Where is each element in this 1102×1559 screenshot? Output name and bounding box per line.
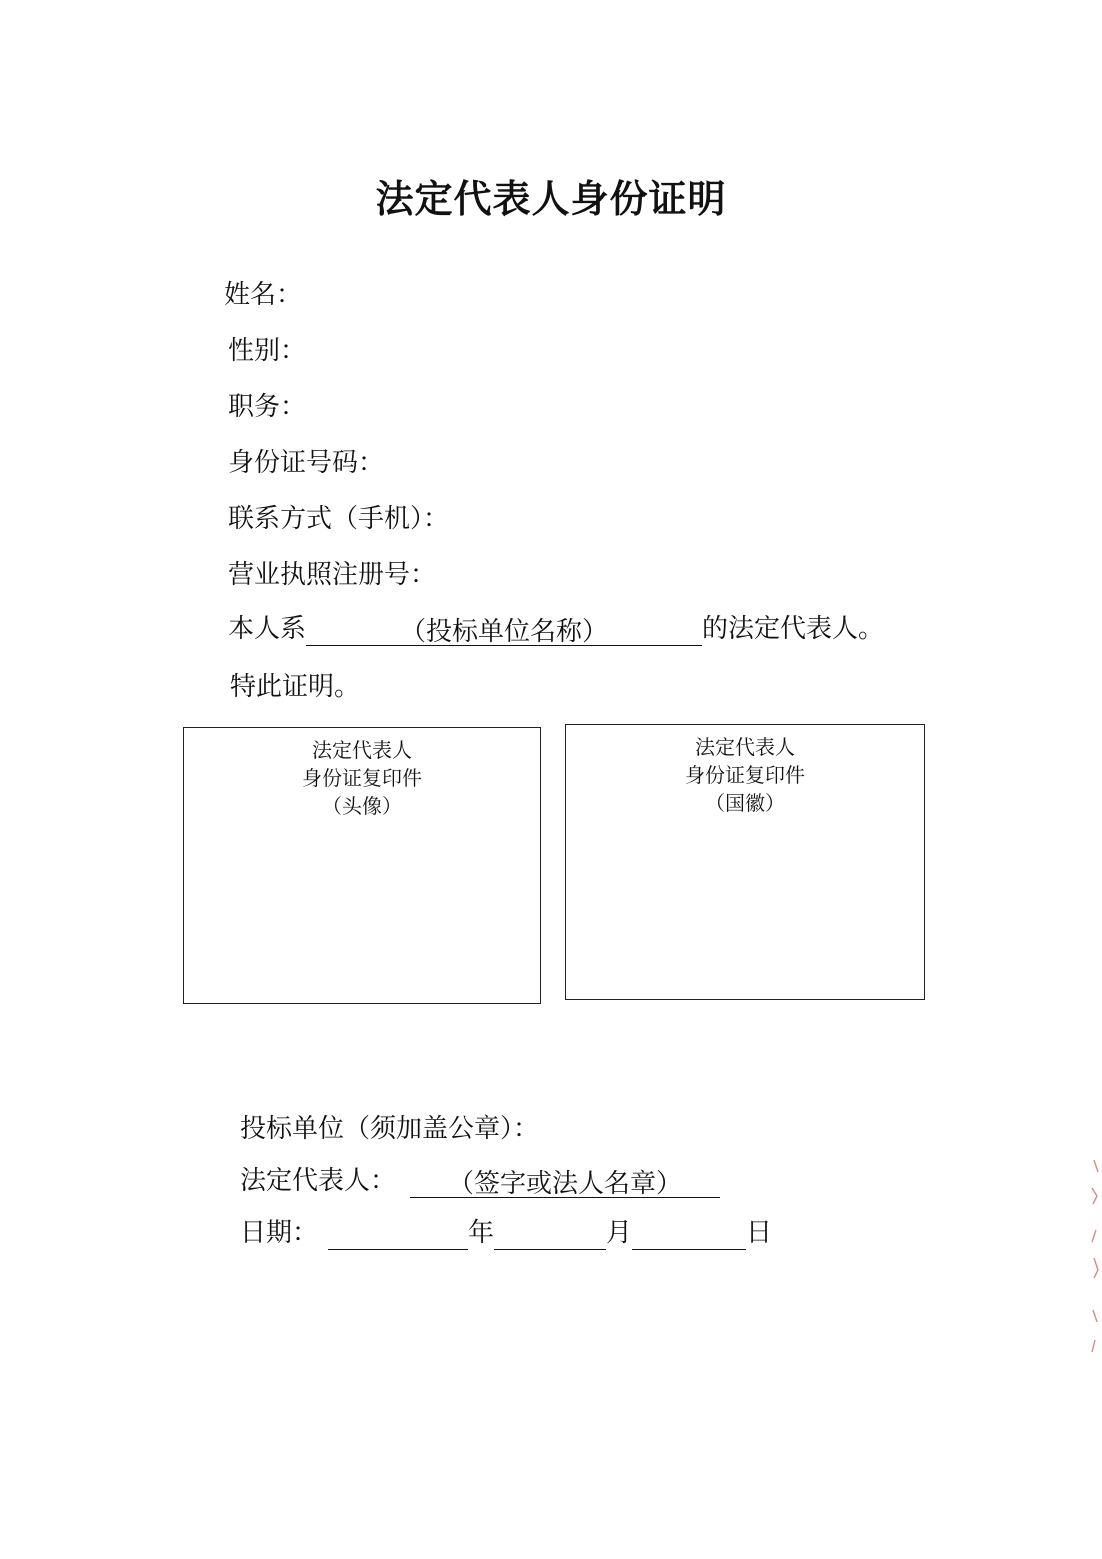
signature-hint: （签字或法人名章） — [448, 1169, 683, 1199]
document-title: 法定代表人身份证明 — [375, 177, 727, 221]
box-left-line1: 法定代表人 — [312, 738, 412, 762]
field-position: 职务： — [228, 392, 307, 422]
statement-suffix: 的法定代表人。 — [702, 614, 885, 644]
seal-edge-mark — [1088, 1160, 1102, 1360]
box-left-line3: （头像） — [322, 794, 402, 818]
bidder-name-blank[interactable] — [306, 615, 702, 646]
footer-legal-rep-label: 法定代表人： — [240, 1166, 397, 1196]
field-license: 营业执照注册号： — [228, 560, 437, 590]
certify-text: 特此证明。 — [230, 672, 361, 702]
date-label: 日期： — [240, 1218, 319, 1248]
field-name: 姓名： — [224, 280, 303, 310]
box-left-line2: 身份证复印件 — [302, 766, 422, 790]
bidder-name-hint: （投标单位名称） — [400, 617, 609, 647]
signature-blank[interactable] — [410, 1167, 720, 1198]
id-copy-front-box — [183, 727, 541, 1004]
field-contact: 联系方式（手机）： — [228, 504, 450, 534]
box-right-line1: 法定代表人 — [695, 735, 795, 759]
box-right-line3: （国徽） — [705, 791, 785, 815]
year-label: 年 — [468, 1218, 495, 1248]
footer-date-line — [240, 1216, 772, 1250]
day-label: 日 — [746, 1218, 773, 1248]
id-copy-back-box — [565, 724, 925, 1000]
box-right-line2: 身份证复印件 — [685, 763, 805, 787]
field-id-number: 身份证号码： — [228, 448, 385, 478]
month-label: 月 — [606, 1218, 633, 1248]
footer-legal-rep-line — [240, 1164, 720, 1198]
month-blank[interactable] — [494, 1219, 606, 1250]
statement-prefix: 本人系 — [228, 614, 307, 644]
statement-line — [228, 612, 884, 646]
footer-bidder: 投标单位（须加盖公章）： — [240, 1114, 540, 1144]
year-blank[interactable] — [328, 1219, 468, 1250]
field-gender: 性别： — [228, 336, 307, 366]
day-blank[interactable] — [632, 1219, 746, 1250]
